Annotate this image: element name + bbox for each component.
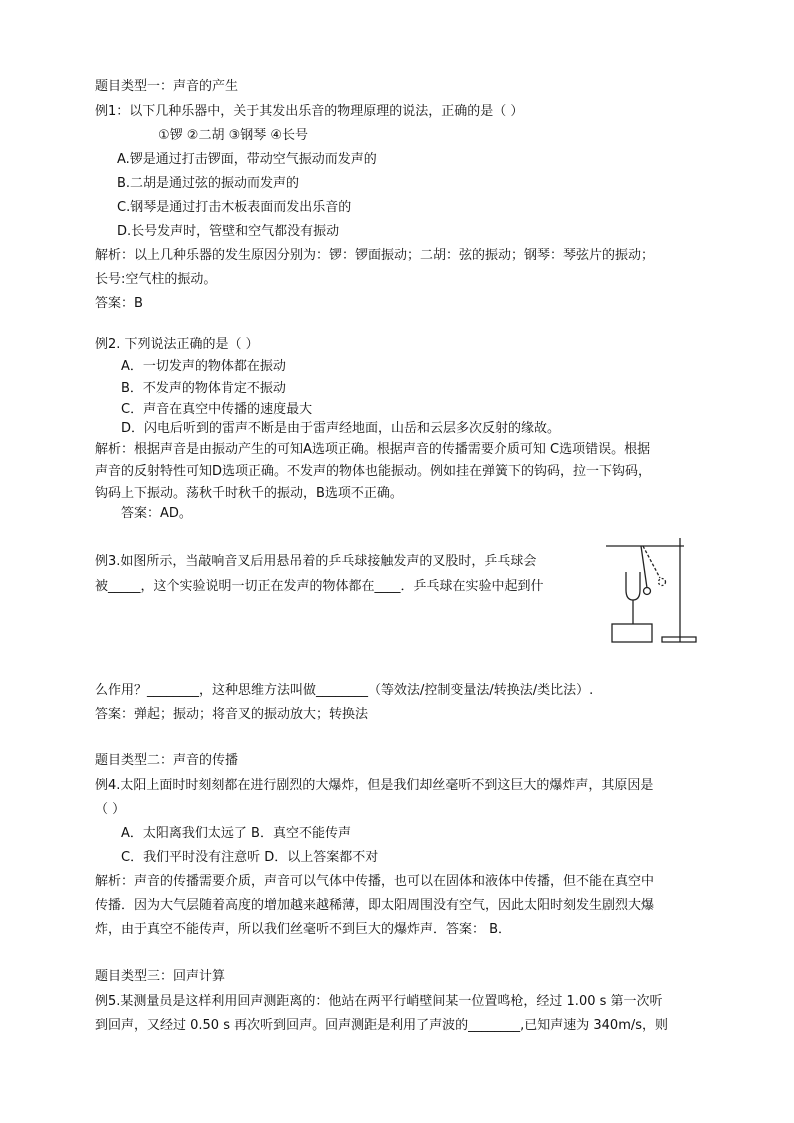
example-2-analysis-line-2: 声音的反射特性可知D选项正确。不发声的物体也能振动。例如挂在弹簧下的钩码，拉一下钩码， [95,464,652,479]
resonance-box [612,624,652,642]
example-2-analysis-line-1: 解析：根据声音是由振动产生的可知A选项正确。根据声音的传播需要介质可知 C选项错误。根据 [95,442,651,457]
example-5-line-2: 到回声，又经过 0.50 s 再次听到回声。回声测距是利用了声波的________,已知声速为 340m/s，则 [95,1018,669,1033]
example-2-question: 例2. 下列说法正确的是（ ） [95,337,259,352]
example-4-analysis-line-2: 传播．因为大气层随着高度的增加越来越稀薄，即太阳周围没有空气，因此太阳时刻发生剧烈大爆 [95,898,655,913]
tuning-fork-prongs [626,572,640,600]
stand-base [662,637,696,642]
example-4-options-ab: A．太阳离我们太远了 B．真空不能传声 [121,826,351,841]
section-title-2: 题目类型二：声音的传播 [95,753,239,768]
swing-path-dashed [643,546,660,578]
example-1-analysis-line-1: 解析：以上几种乐器的发生原因分别为：锣：锣面振动；二胡：弦的振动；钢琴：琴弦片的振动； [95,248,655,263]
example-3-line-2: 被_____，这个实验说明一切正在发声的物体都在____．乒乓球在实验中起到什 [95,579,544,594]
example-4-options-cd: C．我们平时没有注意听 D．以上答案都不对 [121,850,379,865]
example-2-answer: 答案：AD。 [121,506,192,521]
example-4-analysis-line-3: 炸，由于真空不能传声，所以我们丝毫听不到巨大的爆炸声．答案： B． [95,922,512,937]
example-1-option-b: B.二胡是通过弦的振动而发声的 [117,176,300,191]
pingpong-ball-displaced [659,579,666,586]
example-4-analysis-line-1: 解析：声音的传播需要介质，声音可以气体中传播，也可以在固体和液体中传播，但不能在真空中 [95,874,655,889]
example-1-analysis-line-2: 长号:空气柱的振动。 [95,272,217,287]
example-1-answer: 答案：B [95,296,143,311]
section-title-3: 题目类型三：回声计算 [95,969,226,984]
example-2-option-b: B．不发声的物体肯定不振动 [121,381,286,396]
example-2-option-d: D．闪电后听到的雷声不断是由于雷声经地面，山岳和云层多次反射的缘故。 [121,421,561,436]
example-1-question: 例1：以下几种乐器中，关于其发出乐音的物理原理的说法，正确的是（ ） [95,104,524,119]
example-4-line-2: （ ） [95,802,126,817]
example-1-option-c: C.钢琴是通过打击木板表面而发出乐音的 [117,200,352,215]
example-3-answer: 答案：弹起；振动；将音叉的振动放大；转换法 [95,707,369,722]
tuning-fork-pingpong-figure [600,536,700,648]
pingpong-ball [644,588,651,595]
example-3-line-3: 么作用？________，这种思维方法叫做________（等效法/控制变量法/转换法/类比法）. [95,683,594,698]
example-5-line-1: 例5.某测量员是这样利用回声测距离的：他站在两平行峭壁间某一位置鸣枪，经过 1.00 s 第一次听 [95,994,663,1009]
example-1-option-a: A.锣是通过打击锣面，带动空气振动而发声的 [117,152,377,167]
example-2-option-c: C．声音在真空中传播的速度最大 [121,402,313,417]
example-2-option-a: A．一切发声的物体都在振动 [121,359,286,374]
example-4-line-1: 例4.太阳上面时时刻刻都在进行剧烈的大爆炸，但是我们却丝毫听不到这巨大的爆炸声，其原因是 [95,778,654,793]
example-2-analysis-line-3: 钩码上下振动。荡秋千时秋千的振动，B选项不正确。 [95,486,403,501]
example-3-line-1: 例3.如图所示，当敲响音叉后用悬吊着的乒乓球接触发声的叉股时，乒乓球会 [95,554,537,569]
example-1-items: ①锣 ②二胡 ③钢琴 ④长号 [158,128,309,143]
example-1-option-d: D.长号发声时，管壁和空气都没有振动 [117,224,340,239]
section-title-1: 题目类型一：声音的产生 [95,79,239,94]
